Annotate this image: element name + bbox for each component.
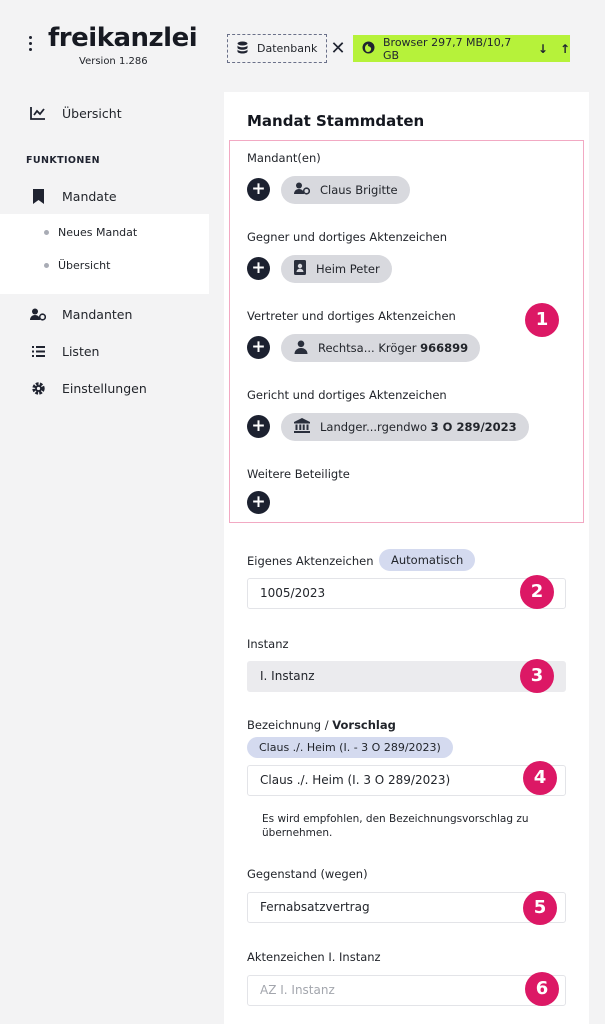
- first-instance-label: Aktenzeichen I. Instanz: [247, 950, 381, 964]
- sidebar-subitem-new-mandate[interactable]: Neues Mandat: [44, 226, 137, 239]
- sidebar-item-label: Listen: [62, 343, 100, 359]
- bookmark-icon: [28, 189, 48, 204]
- sidebar-item-label: Mandanten: [62, 306, 133, 322]
- sidebar-item-clients[interactable]: [0, 296, 210, 332]
- bullet-icon: [44, 263, 49, 268]
- browser-storage-status[interactable]: [353, 35, 570, 62]
- others-label: Weitere Beteiligte: [247, 467, 350, 481]
- more-menu-icon[interactable]: [28, 36, 34, 52]
- sidebar-item-overview[interactable]: [0, 95, 210, 131]
- user-tie-icon: [294, 340, 308, 357]
- callout-badge-2: 2: [520, 575, 554, 609]
- first-instance-input[interactable]: AZ I. Instanz: [247, 975, 566, 1006]
- own-reference-input[interactable]: 1005/2023: [247, 578, 566, 609]
- sidebar-item-label: Übersicht: [62, 105, 122, 121]
- database-label: Datenbank: [257, 42, 318, 55]
- sidebar-item-settings[interactable]: [0, 370, 210, 406]
- client-chip[interactable]: Claus Brigitte: [281, 176, 410, 204]
- title-suggestion-tag[interactable]: Claus ./. Heim (I. - 3 O 289/2023): [247, 737, 453, 758]
- arrow-down-icon[interactable]: ↓: [537, 41, 548, 56]
- chart-line-icon: [28, 106, 48, 120]
- instance-select[interactable]: I. Instanz: [247, 661, 566, 692]
- callout-badge-3: 3: [520, 659, 554, 693]
- opponent-label: Gegner und dortiges Aktenzeichen: [247, 230, 448, 244]
- database-status[interactable]: [227, 34, 327, 63]
- page-title: Mandat Stammdaten: [247, 112, 425, 130]
- user-gear-icon: [28, 308, 48, 321]
- own-reference-label: Eigenes Aktenzeichen: [247, 554, 374, 568]
- database-icon: [237, 41, 248, 57]
- courthouse-icon: [294, 418, 310, 436]
- browser-firefox-icon: [362, 41, 375, 57]
- browser-storage-label: Browser 297,7 MB/10,7 GB: [383, 35, 512, 62]
- contact-card-icon: [294, 260, 306, 278]
- sidebar-item-mandate[interactable]: [0, 178, 210, 214]
- automatic-tag[interactable]: Automatisch: [379, 549, 475, 571]
- user-gear-icon: [294, 182, 310, 198]
- callout-badge-4: 4: [523, 761, 557, 795]
- subject-label: Gegenstand (wegen): [247, 867, 368, 881]
- clients-label: Mandant(en): [247, 151, 321, 165]
- add-other-party-button[interactable]: +: [247, 491, 270, 514]
- add-court-button[interactable]: +: [247, 415, 270, 438]
- callout-badge-5: 5: [523, 891, 557, 925]
- list-icon: [28, 346, 48, 357]
- court-label: Gericht und dortiges Aktenzeichen: [247, 388, 447, 402]
- sidebar-item-label: Mandate: [62, 188, 117, 204]
- sidebar-item-lists[interactable]: [0, 333, 210, 369]
- callout-badge-6: 6: [525, 972, 559, 1006]
- arrow-up-icon[interactable]: ↑: [559, 41, 570, 56]
- add-representative-button[interactable]: +: [247, 336, 270, 359]
- add-opponent-button[interactable]: +: [247, 257, 270, 280]
- subject-input[interactable]: Fernabsatzvertrag: [247, 892, 566, 923]
- instance-label: Instanz: [247, 637, 289, 651]
- callout-badge-1: 1: [525, 303, 559, 337]
- opponent-chip[interactable]: Heim Peter: [281, 255, 392, 283]
- title-hint: Es wird empfohlen, den Bezeichnungsvorschlag zu übernehmen.: [262, 813, 529, 839]
- sidebar-item-label: Einstellungen: [62, 380, 147, 396]
- bullet-icon: [44, 230, 49, 235]
- app-version: Version 1.286: [79, 56, 148, 67]
- title-input[interactable]: Claus ./. Heim (I. 3 O 289/2023): [247, 765, 566, 796]
- court-chip[interactable]: Landger...rgendwo 3 O 289/2023: [281, 413, 529, 441]
- sidebar-section-title: FUNKTIONEN: [26, 155, 100, 166]
- representative-label: Vertreter und dortiges Aktenzeichen: [247, 309, 456, 323]
- sidebar-subitem-overview[interactable]: Übersicht: [44, 259, 110, 272]
- title-label: Bezeichnung / Vorschlag: [247, 718, 396, 732]
- close-icon[interactable]: ✕: [330, 38, 346, 59]
- gear-icon: [28, 381, 48, 396]
- representative-chip[interactable]: Rechtsa... Kröger 966899: [281, 334, 480, 362]
- app-logo: freikanzlei: [48, 23, 198, 53]
- add-client-button[interactable]: +: [247, 178, 270, 201]
